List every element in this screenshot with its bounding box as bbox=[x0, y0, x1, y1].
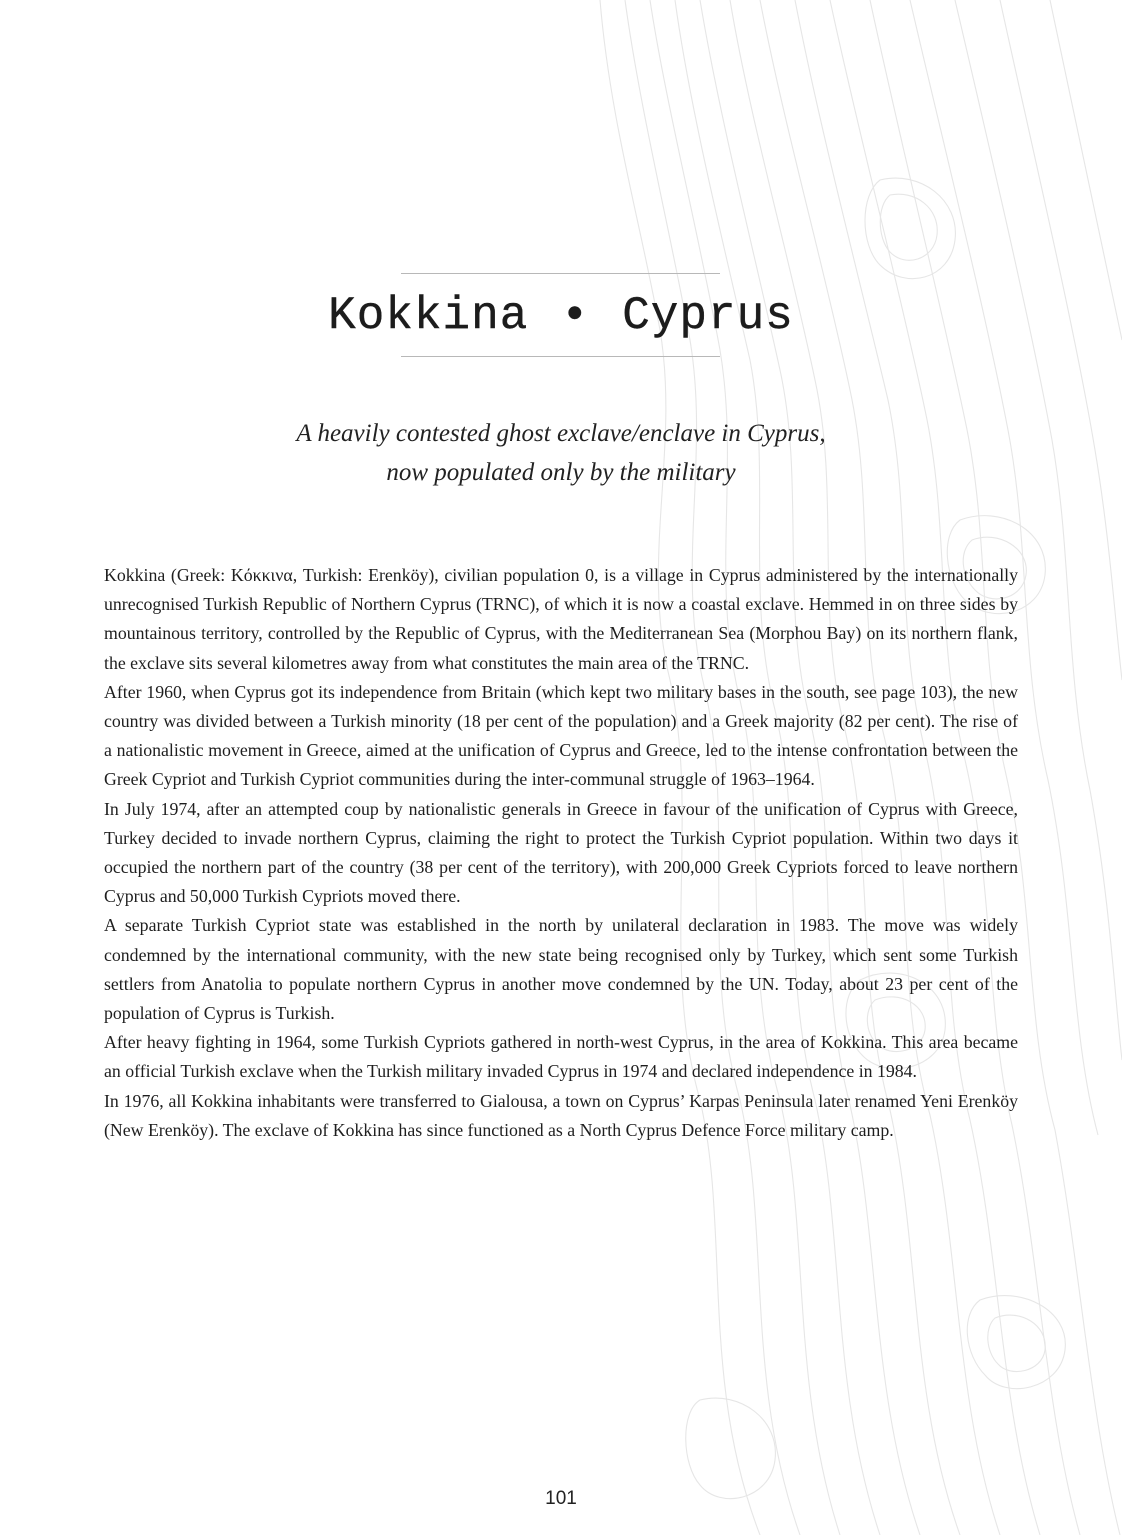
page-number: 101 bbox=[545, 1488, 577, 1509]
title-separator: • bbox=[560, 290, 590, 342]
body-text bbox=[104, 561, 1018, 1145]
subtitle bbox=[0, 414, 1122, 492]
paragraph: Kokkina (Greek: Κόκκινα, Turkish: Erenköy), civilian population 0, is a village in Cyprus administered by the internationally unrecognised Turkish Republic of Northern Cyprus (TRNC), of which it is now a coastal exclave. Hemmed in on three sides by mountainous territory, controlled by the Republic of Cyprus, with the Mediterranean Sea (Morphou Bay) on its northern flank, the exclave sits several kilometres away from what constitutes the main area of the TRNC. bbox=[104, 565, 1018, 673]
paragraph: In July 1974, after an attempted coup by nationalistic generals in Greece in favour of the unification of Cyprus with Greece, Turkey decided to invade northern Cyprus, claiming the right to protect the Turkish Cypriot population. Within two days it occupied the northern part of the country (38 per cent of the territory), with 200,000 Greek Cypriots forced to leave northern Cyprus and 50,000 Turkish Cypriots moved there. bbox=[104, 798, 1018, 907]
title-rule-top bbox=[401, 273, 720, 274]
paragraph: After 1960, when Cyprus got its independence from Britain (which kept two military bases in the south, see page 103), the new country was divided between a Turkish minority (18 per cent of the population) and a Greek majority (82 per cent). The rise of a nationalistic movement in Greece, aimed at the unification of Cyprus and Greece, led to the intense confrontation between the Greek Cypriot and Turkish Cypriot communities during the inter-communal struggle of 1963–1964. bbox=[104, 681, 1018, 790]
title-rule-bottom bbox=[401, 356, 720, 357]
title-country: Cyprus bbox=[622, 290, 794, 342]
subtitle-line-2: now populated only by the military bbox=[386, 459, 736, 486]
title-place: Kokkina bbox=[328, 290, 529, 342]
paragraph: After heavy fighting in 1964, some Turkish Cypriots gathered in north-west Cyprus, in the area of Kokkina. This area became an official Turkish exclave when the Turkish military invaded Cyprus in 1974 and declared independence in 1984. bbox=[104, 1032, 1018, 1082]
paragraph: In 1976, all Kokkina inhabitants were transferred to Gialousa, a town on Cyprus’ Karpas Peninsula later renamed Yeni Erenköy (New Erenköy). The exclave of Kokkina has since functioned as a North Cyprus Defence Force military camp. bbox=[104, 1090, 1018, 1140]
paragraph: A separate Turkish Cypriot state was established in the north by unilateral declaration in 1983. The move was widely condemned by the international community, with the new state being recognised only by Turkey, which sent some Turkish settlers from Anatolia to populate northern Cyprus in another move condemned by the UN. Today, about 23 per cent of the population of Cyprus is Turkish. bbox=[104, 915, 1018, 1024]
page-title bbox=[0, 286, 1122, 346]
subtitle-line-1: A heavily contested ghost exclave/enclave in Cyprus, bbox=[296, 420, 826, 447]
